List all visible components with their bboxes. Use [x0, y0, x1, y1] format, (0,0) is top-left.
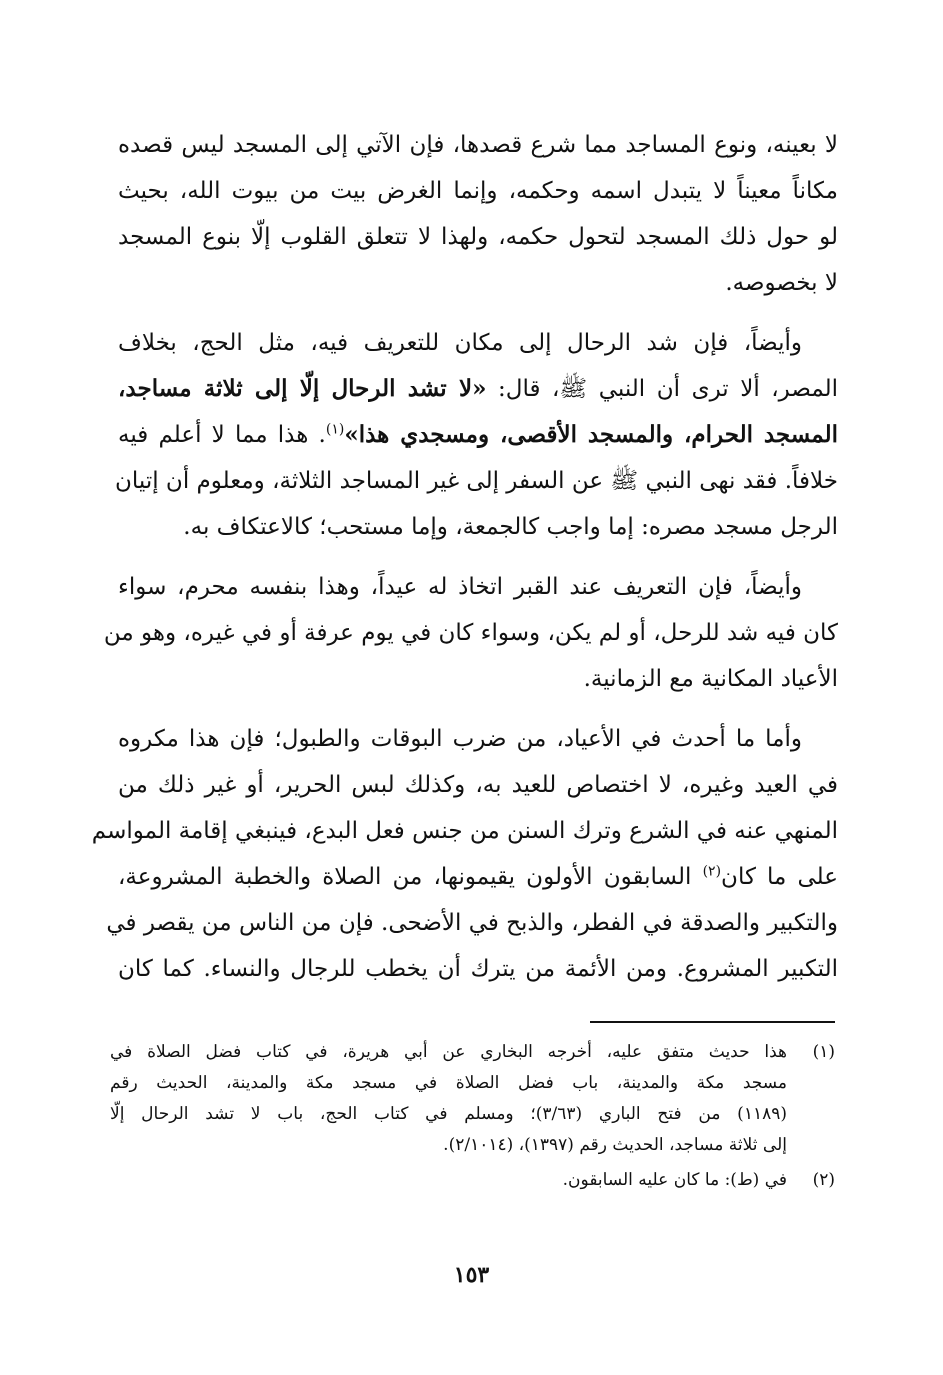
footnote-number: (٢)	[812, 1170, 835, 1190]
footnote-separator	[590, 1021, 835, 1023]
text-line: التكبير المشروع. ومن الأئمة من يترك أن يخطب للرجال والنساء. كما كان	[118, 956, 838, 982]
hadith-quote: المسجد الحرام، والمسجد الأقصى، ومسجدي هذا»	[344, 421, 838, 448]
text-line: لو حول ذلك المسجد لتحول حكمه، ولهذا لا تتعلق القلوب إلّا بنوع المسجد	[118, 224, 838, 250]
text-line: في العيد وغيره، لا اختصاص للعيد به، وكذلك لبس الحرير، أو غير ذلك من	[118, 772, 838, 798]
text-line: وأيضاً، فإن شد الرحال إلى مكان للتعريف فيه، مثل الحج، بخلاف	[118, 330, 802, 356]
footnote-text	[110, 1037, 787, 1161]
main-text	[91, 122, 839, 1006]
text-line: الرجل مسجد مصره: إما واجب كالجمعة، وإما مستحب؛ كالاعتكاف به.	[183, 514, 838, 540]
footnote-ref-2[interactable]: (٢)	[702, 863, 722, 880]
paragraph-3	[103, 564, 838, 702]
text-line: المنهي عنه في الشرع وترك السنن من جنس فعل البدع، فينبغي إقامة المواسم	[91, 818, 838, 844]
text-run: السابقون الأولون يقيمونها، من الصلاة والخطبة المشروعة،	[118, 864, 703, 890]
text-run: على ما كان	[721, 864, 838, 890]
text-line	[118, 366, 838, 412]
footnote-line: إلى ثلاثة مساجد، الحديث رقم (١٣٩٧)، (٢/١٠١٤).	[443, 1135, 787, 1155]
text-line: وأيضاً، فإن التعريف عند القبر اتخاذ له عيداً، وهذا بنفسه محرم، سواء	[118, 574, 802, 600]
hadith-quote: «لا تشد الرحال إلّا إلى ثلاثة مساجد،	[118, 375, 487, 402]
text-line: خلافاً. فقد نهى النبي ﷺ عن السفر إلى غير المساجد الثلاثة، ومعلوم أن إتيان	[114, 468, 838, 494]
paragraph-4	[91, 716, 838, 992]
text-line: كان فيه شد للرحل، أو لم يكن، وسواء كان في يوم عرفة أو في غيره، وهو من	[103, 620, 838, 646]
text-line	[118, 412, 838, 458]
text-run: . هذا مما لا أعلم فيه	[118, 422, 326, 448]
text-line: لا بخصوصه.	[725, 270, 838, 296]
page-number: ١٥٣	[453, 1262, 490, 1288]
footnote-line: (١١٨٩) من فتح الباري (٣/٦٣)؛ ومسلم في كتاب الحج، باب لا تشد الرحال إلّا	[110, 1104, 787, 1124]
footnote-number: (١)	[812, 1042, 835, 1062]
text-line: لا بعينه، ونوع المساجد مما شرع قصدها، فإن الآتي إلى المسجد ليس قصده	[118, 132, 838, 158]
footnote-line: في (ط): ما كان عليه السابقون.	[562, 1170, 787, 1190]
footnote-line: هذا حديث متفق عليه، أخرجه البخاري عن أبي هريرة، في كتاب فضل الصلاة في	[110, 1042, 787, 1062]
paragraph-1	[118, 122, 838, 306]
footnote-1	[110, 1037, 835, 1161]
text-line: الأعياد المكانية مع الزمانية.	[583, 666, 838, 692]
footnote-ref-1[interactable]: (١)	[325, 421, 345, 438]
footnote-line: مسجد مكة والمدينة، باب فضل الصلاة في مسجد مكة والمدينة، الحديث رقم	[110, 1073, 787, 1093]
text-line	[118, 854, 838, 900]
text-line: والتكبير والصدقة في الفطر، والذبح في الأضحى. فإن من الناس من يقصر في	[106, 910, 838, 936]
footnote-text	[110, 1165, 787, 1196]
footnote-2	[110, 1165, 835, 1196]
text-line: مكاناً معيناً لا يتبدل اسمه وحكمه، وإنما الغرض بيت من بيوت الله، بحيث	[118, 178, 838, 204]
text-line: وأما ما أحدث في الأعياد، من ضرب البوقات والطبول؛ فإن هذا مكروه	[118, 726, 802, 752]
paragraph-2	[114, 320, 839, 550]
text-run: المصر، ألا ترى أن النبي ﷺ، قال:	[486, 376, 839, 402]
footnotes	[110, 1037, 835, 1200]
